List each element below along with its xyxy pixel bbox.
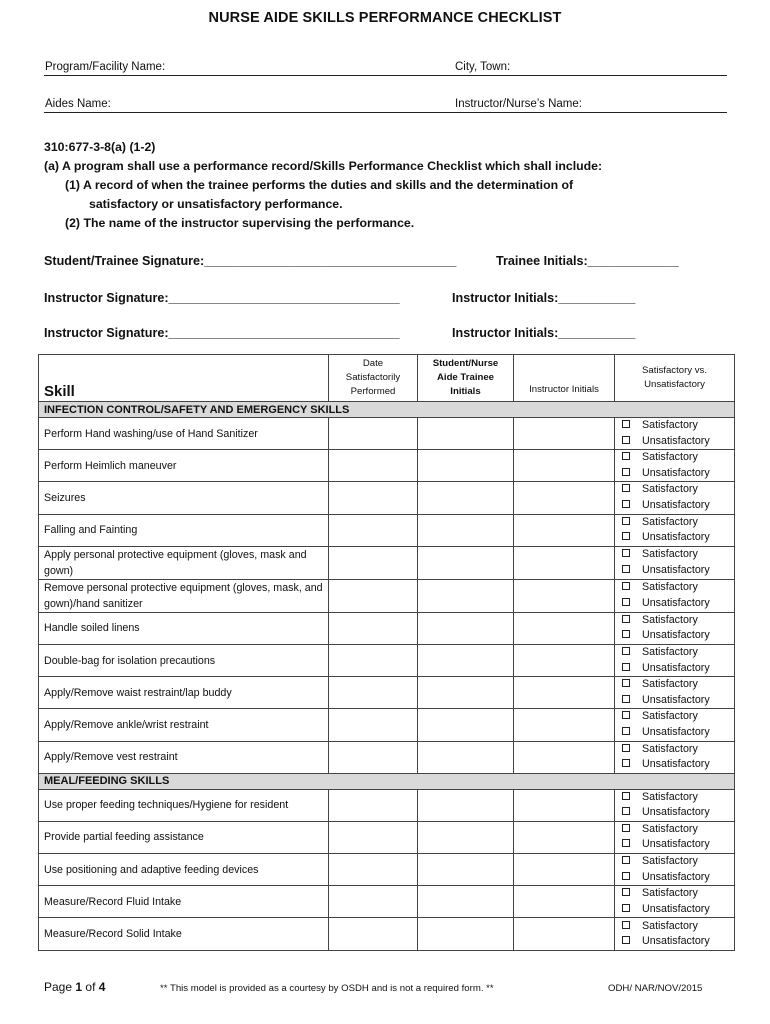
instructor-initials-cell[interactable] [514,789,615,821]
skill-row [39,514,735,546]
satisfactory-option-label: Satisfactory [642,548,698,561]
skill-name: Apply/Remove waist restraint/lap buddy [39,677,329,709]
satisfactory-cell [615,644,735,676]
unsatisfactory-option-label: Unsatisfactory [642,758,710,771]
satisfactory-option[interactable] [622,854,734,870]
unsatisfactory-option[interactable] [622,466,734,482]
satisfactory-option[interactable] [622,822,734,838]
checkbox-icon[interactable] [622,679,630,687]
skill-row [39,821,735,853]
checkbox-icon[interactable] [622,549,630,557]
unsatisfactory-option-label: Unsatisfactory [642,629,710,642]
checkbox-icon[interactable] [622,484,630,492]
date-performed-cell[interactable] [329,612,418,644]
skill-name: Provide partial feeding assistance [39,821,329,853]
instructor-initials-cell[interactable] [514,644,615,676]
unsatisfactory-option-label: Unsatisfactory [642,563,710,576]
checkbox-icon[interactable] [622,420,630,428]
instructor-signature-row-1[interactable] [44,291,636,305]
instructor-initials-cell[interactable] [514,677,615,709]
student-initials-cell[interactable] [418,741,514,773]
instructor-signature-line[interactable]: Instructor Signature:_________________________________ [44,326,400,340]
satisfactory-cell [615,482,735,514]
instructor-initials-column-header: Instructor Initials [514,355,615,402]
unsatisfactory-option[interactable] [622,805,734,821]
student-header-line: Initials [450,386,481,397]
satisfactory-option[interactable] [622,515,734,531]
checkbox-icon[interactable] [622,936,630,944]
page-number [44,980,105,994]
date-performed-cell[interactable] [329,821,418,853]
unsatisfactory-option[interactable] [622,596,734,612]
skill-name: Apply/Remove vest restraint [39,741,329,773]
instructor-initials-cell[interactable] [514,854,615,886]
checkbox-icon[interactable] [622,468,630,476]
checkbox-icon[interactable] [622,436,630,444]
unsatisfactory-option[interactable] [622,498,734,514]
satisfactory-cell [615,854,735,886]
satisfactory-option-label: Satisfactory [642,790,698,803]
section-header-row [39,773,735,789]
satisfactory-cell [615,741,735,773]
instructor-initials-line[interactable]: Instructor Initials:___________ [452,326,636,340]
student-initials-cell[interactable] [418,546,514,579]
student-initials-cell[interactable] [418,450,514,482]
instructor-initials-cell[interactable] [514,418,615,450]
unsatisfactory-option[interactable] [622,837,734,853]
date-performed-cell[interactable] [329,546,418,579]
satisfactory-option[interactable] [622,450,734,466]
aide-instructor-row[interactable] [44,95,727,113]
satisfactory-option-label: Satisfactory [642,710,698,723]
unsatisfactory-option[interactable] [622,902,734,918]
checkbox-icon[interactable] [622,517,630,525]
satisfactory-option-label: Satisfactory [642,919,698,932]
unsatisfactory-option[interactable] [622,661,734,677]
date-column-header [329,355,418,402]
student-initials-cell[interactable] [418,418,514,450]
unsatisfactory-option-label: Unsatisfactory [642,596,710,609]
checkbox-icon[interactable] [622,744,630,752]
satisfactory-option-label: Satisfactory [642,678,698,691]
program-facility-label: Program/Facility Name: [45,61,166,73]
satisfactory-option-label: Satisfactory [642,822,698,835]
skill-name: Perform Hand washing/use of Hand Sanitizer [39,418,329,450]
satisfactory-column-header [615,355,735,402]
page-current: 1 [75,980,83,994]
satisfactory-cell [615,709,735,741]
unsatisfactory-option[interactable] [622,628,734,644]
satisfactory-option[interactable] [622,677,734,693]
student-initials-cell[interactable] [418,579,514,612]
satisfactory-option-label: Satisfactory [642,887,698,900]
unsatisfactory-option[interactable] [622,934,734,950]
unsatisfactory-option-label: Unsatisfactory [642,870,710,883]
unsatisfactory-option[interactable] [622,693,734,709]
satisfactory-cell [615,418,735,450]
form-code: ODH/ NAR/NOV/2015 [608,983,703,994]
section-title: MEAL/FEEDING SKILLS [39,773,735,789]
satisfactory-header-line: Satisfactory vs. [641,365,708,376]
student-initials-cell[interactable] [418,854,514,886]
unsatisfactory-option[interactable] [622,870,734,886]
unsatisfactory-option[interactable] [622,434,734,450]
satisfactory-option[interactable] [622,482,734,498]
checkbox-icon[interactable] [622,532,630,540]
skill-name: Remove personal protective equipment (gloves, mask, and gown)/hand sanitizer [39,579,329,612]
date-header-line: Satisfactorily [345,372,401,383]
instructor-initials-cell[interactable] [514,482,615,514]
checkbox-icon[interactable] [622,888,630,896]
instructor-initials-cell[interactable] [514,821,615,853]
satisfactory-option[interactable] [622,742,734,758]
unsatisfactory-option-label: Unsatisfactory [642,531,710,544]
table-header-row [39,355,735,402]
regulation-block [44,138,602,233]
skill-name: Seizures [39,482,329,514]
regulation-line-1a: (1) A record of when the trainee performs the duties and skills and the determination of [65,178,574,192]
checkbox-icon[interactable] [622,582,630,590]
unsatisfactory-option-label: Unsatisfactory [642,661,710,674]
satisfactory-option[interactable] [622,580,734,596]
date-performed-cell[interactable] [329,918,418,950]
skill-row [39,709,735,741]
satisfactory-cell [615,450,735,482]
satisfactory-option[interactable] [622,919,734,935]
regulation-line-2: (2) The name of the instructor supervising the performance. [65,216,415,230]
satisfactory-option-label: Satisfactory [642,613,698,626]
date-performed-cell[interactable] [329,482,418,514]
satisfactory-cell [615,612,735,644]
page-title: NURSE AIDE SKILLS PERFORMANCE CHECKLIST [208,10,562,26]
skill-row [39,677,735,709]
skill-name: Use positioning and adaptive feeding devices [39,854,329,886]
student-signature-row[interactable] [44,254,679,268]
date-performed-cell[interactable] [329,886,418,918]
skill-row [39,418,735,450]
skill-row [39,918,735,950]
checkbox-icon[interactable] [622,598,630,606]
regulation-code: 310:677-3-8(a) (1-2) [44,140,156,154]
instructor-initials-cell[interactable] [514,546,615,579]
satisfactory-cell [615,918,735,950]
student-initials-cell[interactable] [418,612,514,644]
checkbox-icon[interactable] [622,565,630,573]
skill-row [39,546,735,579]
satisfactory-cell [615,514,735,546]
page-total: 4 [98,980,106,994]
skill-row [39,644,735,676]
regulation-line-a: (a) A program shall use a performance record/Skills Performance Checklist which shall include: [44,159,603,173]
satisfactory-option[interactable] [622,709,734,725]
checkbox-icon[interactable] [622,824,630,832]
satisfactory-cell [615,579,735,612]
checkbox-icon[interactable] [622,630,630,638]
instructor-nurse-label: Instructor/Nurse’s Name: [455,98,582,110]
checkbox-icon[interactable] [622,711,630,719]
student-initials-cell[interactable] [418,821,514,853]
skill-row [39,482,735,514]
checkbox-icon[interactable] [622,500,630,508]
satisfactory-header-line: Unsatisfactory [644,379,705,390]
student-initials-cell[interactable] [418,789,514,821]
satisfactory-cell [615,886,735,918]
aide-name-label: Aides Name: [45,98,111,110]
student-header-line: Student/Nurse [432,358,499,369]
date-performed-cell[interactable] [329,677,418,709]
instructor-initials-cell[interactable] [514,741,615,773]
date-performed-cell[interactable] [329,789,418,821]
checkbox-icon[interactable] [622,695,630,703]
student-initials-cell[interactable] [418,918,514,950]
student-initials-cell[interactable] [418,514,514,546]
skill-row [39,741,735,773]
instructor-initials-cell[interactable] [514,886,615,918]
skill-name: Handle soiled linens [39,612,329,644]
unsatisfactory-option-label: Unsatisfactory [642,806,710,819]
checkbox-icon[interactable] [622,615,630,623]
checkbox-icon[interactable] [622,759,630,767]
student-initials-column-header [418,355,514,402]
unsatisfactory-option[interactable] [622,530,734,546]
skill-name: Perform Heimlich maneuver [39,450,329,482]
date-performed-cell[interactable] [329,709,418,741]
page-label: Page [44,980,73,994]
satisfactory-option[interactable] [622,418,734,434]
checkbox-icon[interactable] [622,792,630,800]
skill-name: Apply/Remove ankle/wrist restraint [39,709,329,741]
checkbox-icon[interactable] [622,921,630,929]
page-of: of [85,980,96,994]
skill-row [39,450,735,482]
student-initials-cell[interactable] [418,644,514,676]
instructor-initials-cell[interactable] [514,450,615,482]
checkbox-icon[interactable] [622,872,630,880]
date-performed-cell[interactable] [329,854,418,886]
student-signature-line[interactable]: Student/Trainee Signature:____________________________________ [44,254,457,268]
unsatisfactory-option-label: Unsatisfactory [642,498,710,511]
satisfactory-option-label: Satisfactory [642,581,698,594]
satisfactory-option[interactable] [622,613,734,629]
skill-name: Falling and Fainting [39,514,329,546]
satisfactory-option-label: Satisfactory [642,742,698,755]
satisfactory-cell [615,677,735,709]
satisfactory-cell [615,821,735,853]
unsatisfactory-option[interactable] [622,563,734,579]
date-header-line: Performed [350,386,396,397]
skill-name: Measure/Record Fluid Intake [39,886,329,918]
table-body [39,402,735,951]
skill-row [39,789,735,821]
checkbox-icon[interactable] [622,647,630,655]
instructor-initials-cell[interactable] [514,612,615,644]
satisfactory-option-label: Satisfactory [642,451,698,464]
satisfactory-option[interactable] [622,790,734,806]
checkbox-icon[interactable] [622,904,630,912]
date-performed-cell[interactable] [329,514,418,546]
student-initials-cell[interactable] [418,709,514,741]
skill-row [39,886,735,918]
section-title: INFECTION CONTROL/SAFETY AND EMERGENCY SKILLS [39,402,735,418]
date-header-line: Date [362,358,384,369]
program-city-row[interactable] [44,58,727,76]
unsatisfactory-option-label: Unsatisfactory [642,693,710,706]
student-initials-cell[interactable] [418,677,514,709]
section-header-row [39,402,735,418]
skill-name: Use proper feeding techniques/Hygiene for resident [39,789,329,821]
unsatisfactory-option[interactable] [622,725,734,741]
instructor-initials-cell[interactable] [514,514,615,546]
date-performed-cell[interactable] [329,418,418,450]
instructor-signature-line[interactable]: Instructor Signature:_________________________________ [44,291,400,305]
skill-row [39,579,735,612]
checkbox-icon[interactable] [622,727,630,735]
unsatisfactory-option-label: Unsatisfactory [642,902,710,915]
courtesy-note: ** This model is provided as a courtesy by OSDH and is not a required form. ** [160,983,494,994]
trainee-initials-line[interactable]: Trainee Initials:_____________ [496,254,679,268]
unsatisfactory-option[interactable] [622,757,734,773]
instructor-signature-row-2[interactable] [44,326,636,340]
satisfactory-option-label: Satisfactory [642,646,698,659]
unsatisfactory-option-label: Unsatisfactory [642,935,710,948]
student-initials-cell[interactable] [418,886,514,918]
satisfactory-option-label: Satisfactory [642,483,698,496]
regulation-line-1b: satisfactory or unsatisfactory performance. [89,197,343,211]
skill-name: Measure/Record Solid Intake [39,918,329,950]
checkbox-icon[interactable] [622,452,630,460]
skill-name: Double-bag for isolation precautions [39,644,329,676]
satisfactory-option-label: Satisfactory [642,515,698,528]
unsatisfactory-option-label: Unsatisfactory [642,466,710,479]
date-performed-cell[interactable] [329,644,418,676]
city-town-label: City, Town: [455,61,511,73]
unsatisfactory-option-label: Unsatisfactory [642,725,710,738]
instructor-initials-cell[interactable] [514,579,615,612]
date-performed-cell[interactable] [329,450,418,482]
checkbox-icon[interactable] [622,856,630,864]
student-initials-cell[interactable] [418,482,514,514]
unsatisfactory-option-label: Unsatisfactory [642,838,710,851]
satisfactory-option[interactable] [622,645,734,661]
skills-checklist-table [38,354,735,951]
date-performed-cell[interactable] [329,579,418,612]
checkbox-icon[interactable] [622,663,630,671]
satisfactory-option[interactable] [622,547,734,563]
skill-row [39,612,735,644]
student-header-line: Aide Trainee [436,372,495,383]
satisfactory-option-label: Satisfactory [642,419,698,432]
satisfactory-option-label: Satisfactory [642,855,698,868]
unsatisfactory-option-label: Unsatisfactory [642,434,710,447]
skill-name: Apply personal protective equipment (gloves, mask and gown) [39,546,329,579]
instructor-initials-line[interactable]: Instructor Initials:___________ [452,291,636,305]
skill-row [39,854,735,886]
instructor-initials-cell[interactable] [514,918,615,950]
satisfactory-cell [615,789,735,821]
checkbox-icon[interactable] [622,807,630,815]
date-performed-cell[interactable] [329,741,418,773]
satisfactory-option[interactable] [622,886,734,902]
skill-column-header: Skill [39,355,329,402]
satisfactory-cell [615,546,735,579]
instructor-initials-cell[interactable] [514,709,615,741]
checkbox-icon[interactable] [622,839,630,847]
